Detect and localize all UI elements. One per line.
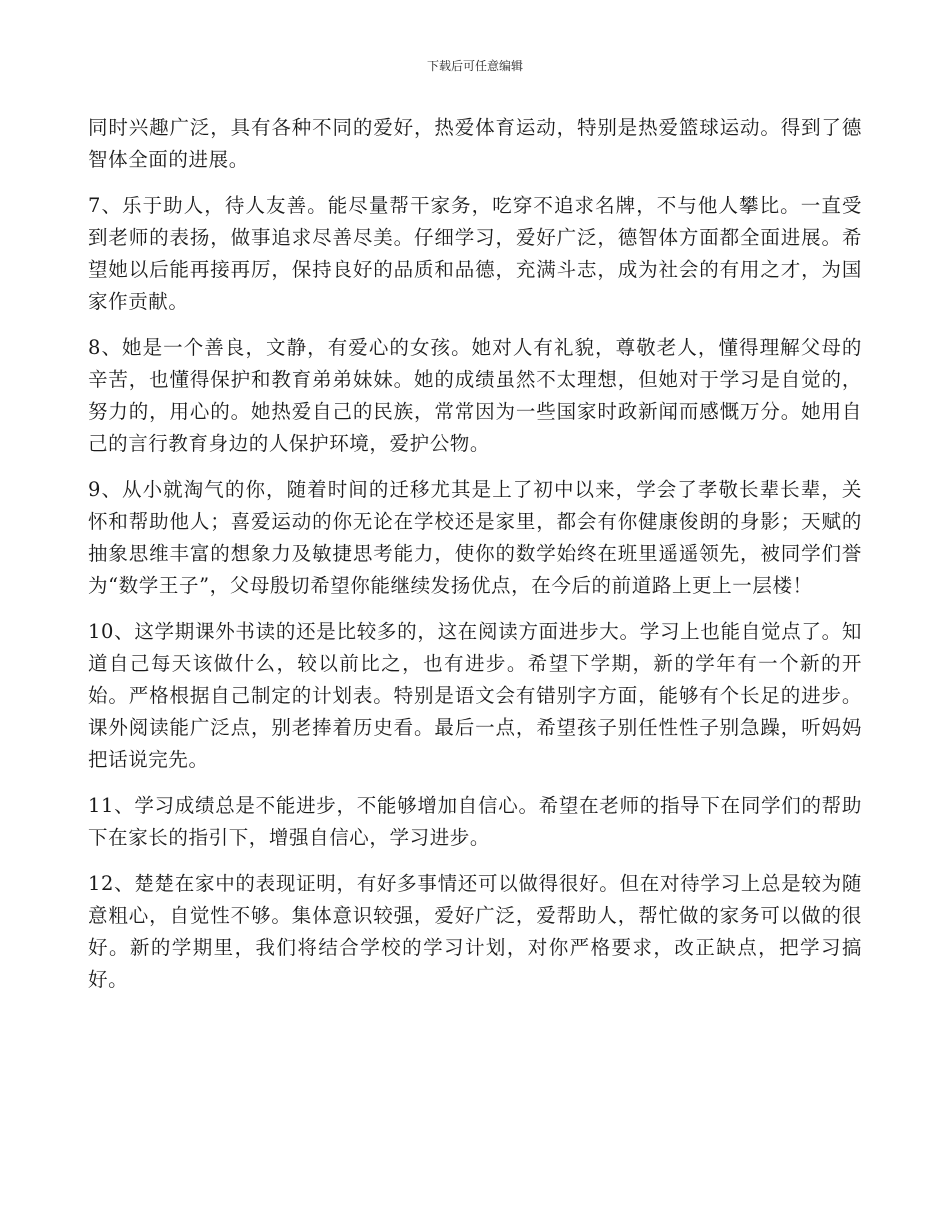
paragraph-item-7: 7、乐于助人，待人友善。能尽量帮干家务，吃穿不追求名牌，不与他人攀比。一直受到老师的表扬，做事追求尽善尽美。仔细学习，爱好广泛，德智体方面都全面进展。希望她以后能再接再厉，保持良好的品质和品德，充满斗志，成为社会的有用之才，为国家作贡献。 — [88, 194, 862, 313]
paragraph-item-10: 10、这学期课外书读的还是比较多的，这在阅读方面进步大。学习上也能自觉点了。知道自己每天该做什么，较以前比之，也有进步。希望下学期，新的学年有一个新的开始。严格根据自己制定的计划表。特别是语文会有错别字方面，能够有个长足的进步。课外阅读能广泛点，别老捧着历史看。最后一点，希望孩子别任性性子别急躁，听妈妈把话说完先。 — [88, 620, 862, 771]
paragraph-continuation: 同时兴趣广泛，具有各种不同的爱好，热爱体育运动，特别是热爱篮球运动。得到了德智体全面的进展。 — [88, 116, 862, 171]
document-body — [88, 112, 862, 1010]
page-header: 下载后可任意编辑 — [426, 59, 523, 73]
paragraph-item-12: 12、楚楚在家中的表现证明，有好多事情还可以做得很好。但在对待学习上总是较为随意粗心，自觉性不够。集体意识较强，爱好广泛，爱帮助人，帮忙做的家务可以做的很好。新的学期里，我们将结合学校的学习计划，对你严格要求，改正缺点，把学习搞好。 — [88, 872, 862, 991]
paragraph-item-8: 8、她是一个善良，文静，有爱心的女孩。她对人有礼貌，尊敬老人，懂得理解父母的辛苦，也懂得保护和教育弟弟妹妹。她的成绩虽然不太理想，但她对于学习是自觉的，努力的，用心的。她热爱自己的民族，常常因为一些国家时政新闻而感慨万分。她用自己的言行教育身边的人保护环境，爱护公物。 — [88, 336, 862, 455]
paragraph-item-9: 9、从小就淘气的你，随着时间的迁移尤其是上了初中以来，学会了孝敬长辈长辈，关怀和帮助他人；喜爱运动的你无论在学校还是家里，都会有你健康俊朗的身影；天赋的抽象思维丰富的想象力及敏捷思考能力，使你的数学始终在班里遥遥领先，被同学们誉为“数学王子”，父母殷切希望你能继续发扬优点，在今后的前道路上更上一层楼！ — [88, 478, 862, 597]
paragraph-item-11: 11、学习成绩总是不能进步，不能够增加自信心。希望在老师的指导下在同学们的帮助下在家长的指引下，增强自信心，学习进步。 — [88, 794, 862, 849]
